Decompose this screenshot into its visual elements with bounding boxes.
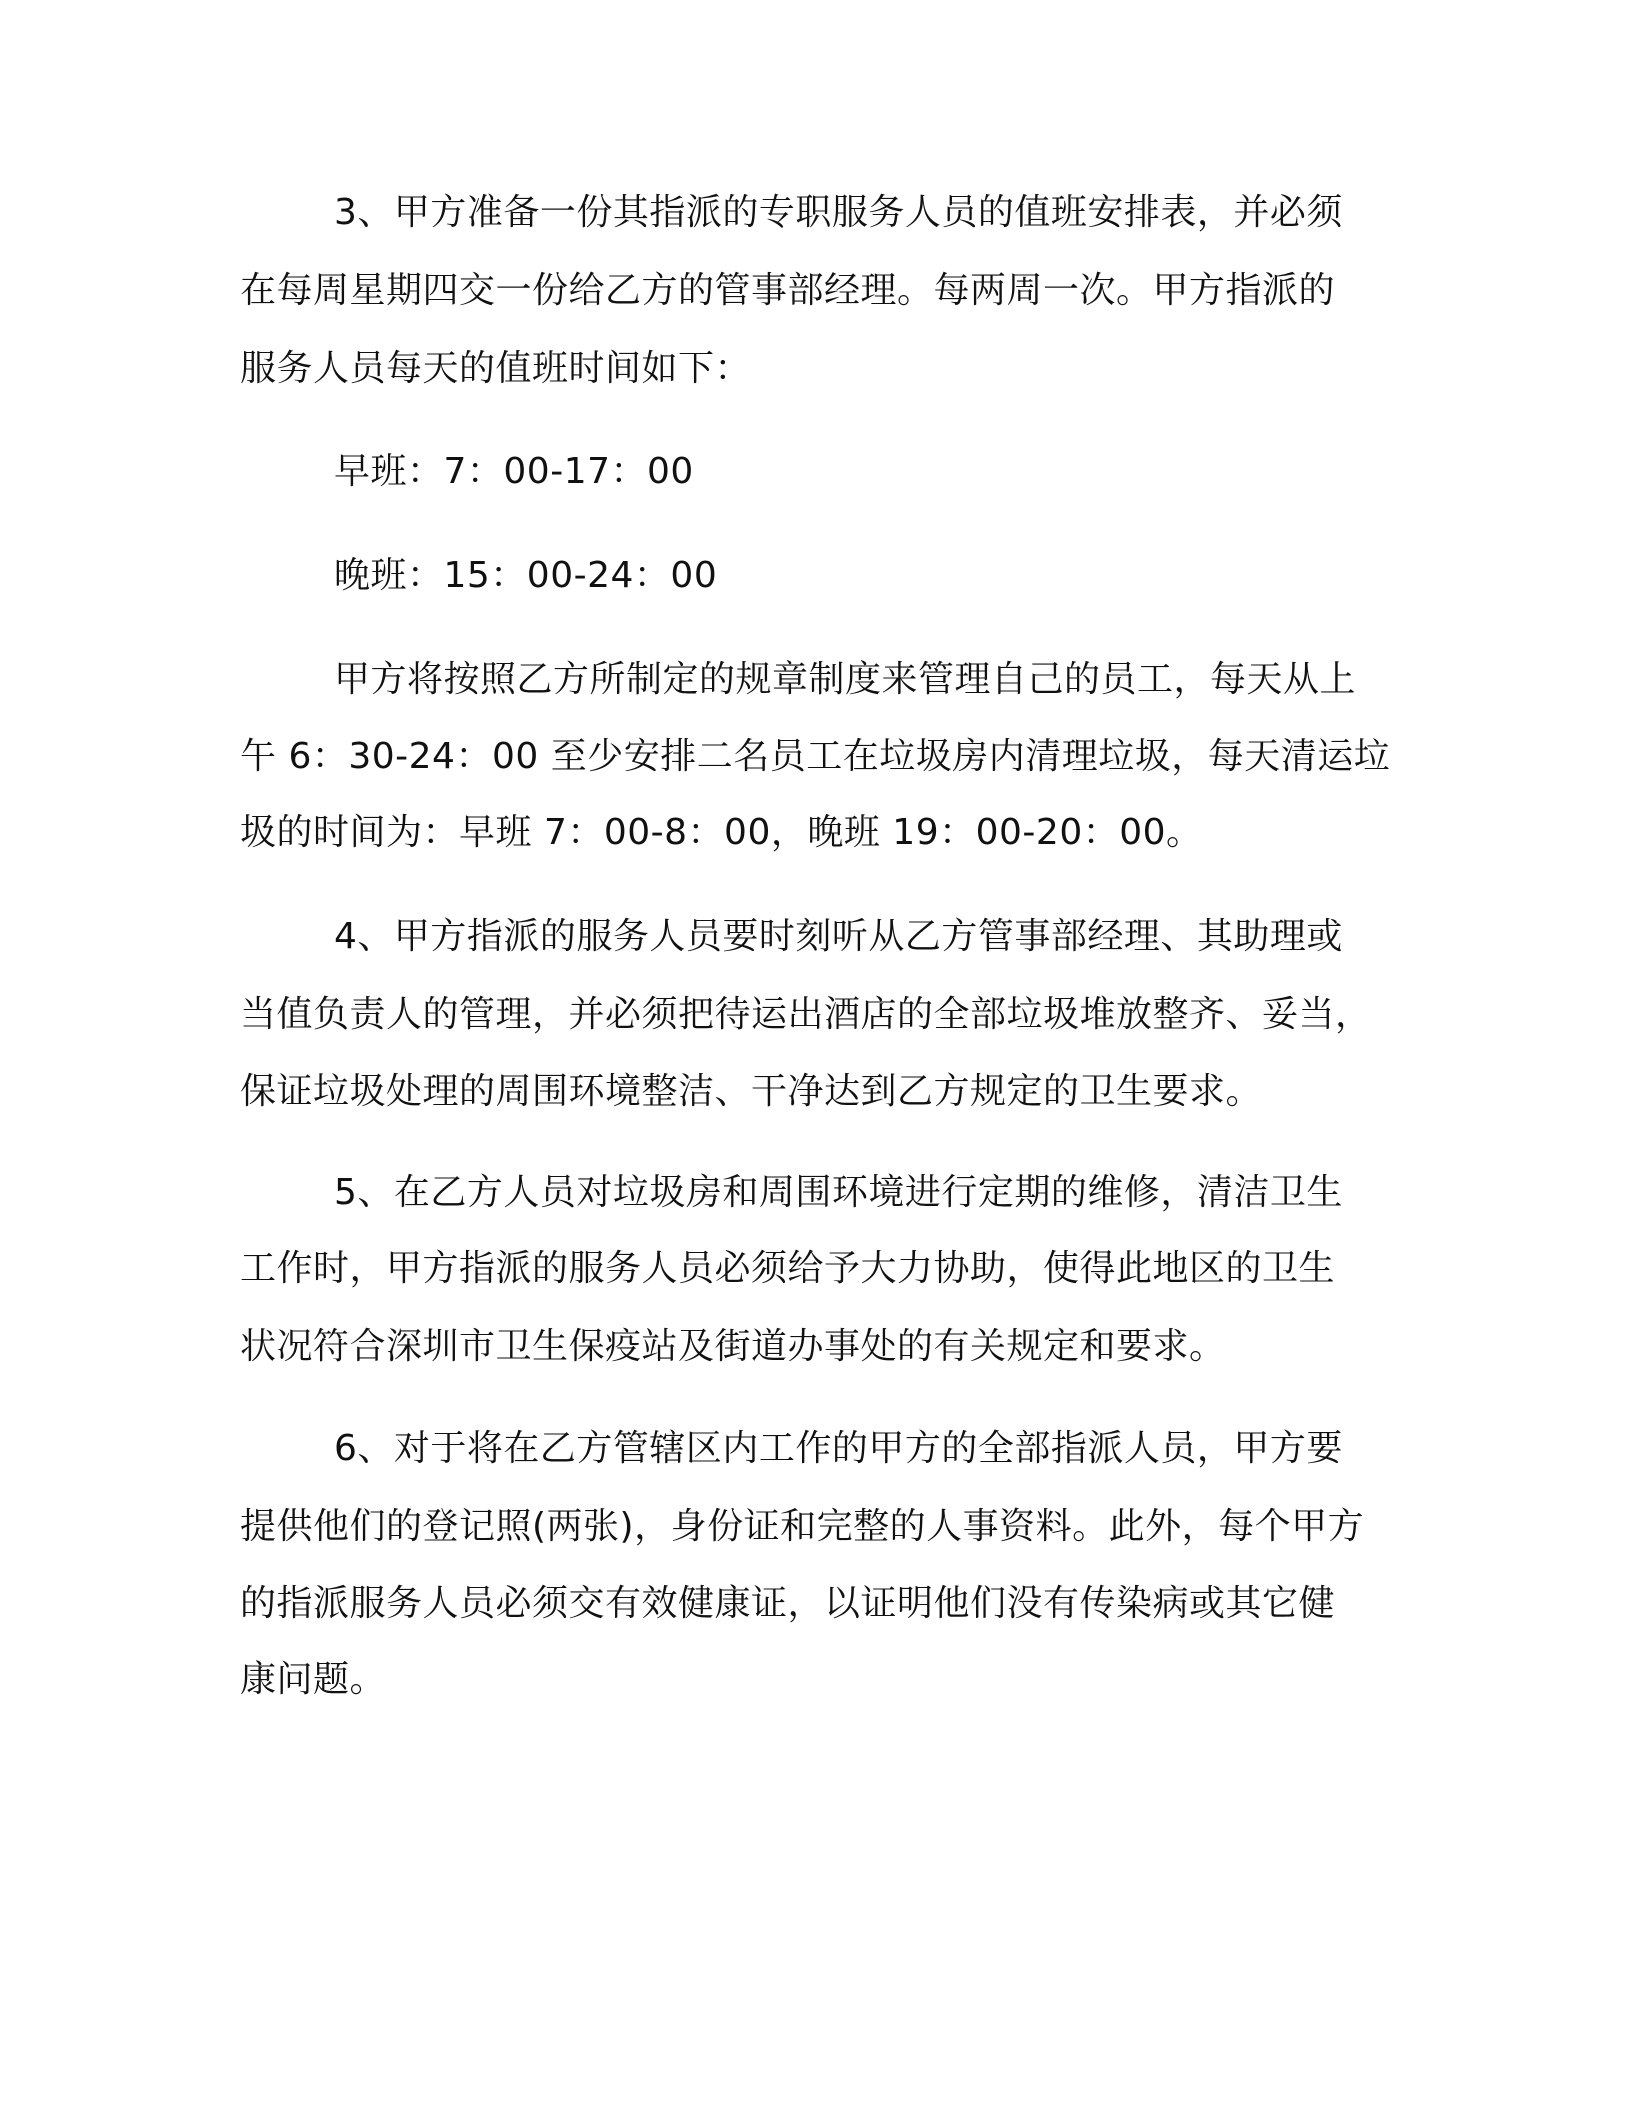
text-line: 在每周星期四交一份给乙方的管事部经理。每两周一次。甲方指派的 xyxy=(240,270,1336,311)
text-line: 的指派服务人员必须交有效健康证，以证明他们没有传染病或其它健 xyxy=(240,1583,1336,1624)
text-line: 工作时，甲方指派的服务人员必须给予大力协助，使得此地区的卫生 xyxy=(240,1248,1336,1289)
text-line: 4、甲方指派的服务人员要时刻听从乙方管事部经理、其助理或 xyxy=(334,916,1343,957)
text-line: 午 6：30-24：00 至少安排二名员工在垃圾房内清理垃圾，每天清运垃 xyxy=(240,736,1391,777)
text-line: 5、在乙方人员对垃圾房和周围环境进行定期的维修，清洁卫生 xyxy=(334,1172,1343,1213)
text-line: 当值负责人的管理，并必须把待运出酒店的全部垃圾堆放整齐、妥当， xyxy=(240,994,1372,1035)
text-line: 保证垃圾处理的周围环境整洁、干净达到乙方规定的卫生要求。 xyxy=(240,1071,1263,1112)
text-line: 甲方将按照乙方所制定的规章制度来管理自己的员工，每天从上 xyxy=(334,659,1357,700)
text-line: 服务人员每天的值班时间如下： xyxy=(240,348,752,389)
text-line: 康问题。 xyxy=(240,1659,387,1700)
text-line: 圾的时间为：早班 7：00-8：00，晚班 19：00-20：00。 xyxy=(240,812,1203,853)
text-line: 6、对于将在乙方管辖区内工作的甲方的全部指派人员，甲方要 xyxy=(334,1428,1343,1469)
text-line: 3、甲方准备一份其指派的专职服务人员的值班安排表，并必须 xyxy=(334,192,1343,233)
text-line: 状况符合深圳市卫生保疫站及街道办事处的有关规定和要求。 xyxy=(240,1326,1226,1367)
text-line: 提供他们的登记照(两张)，身份证和完整的人事资料。此外，每个甲方 xyxy=(240,1506,1365,1547)
text-line: 早班：7：00-17：00 xyxy=(334,451,694,492)
text-line: 晚班：15：00-24：00 xyxy=(334,555,718,596)
